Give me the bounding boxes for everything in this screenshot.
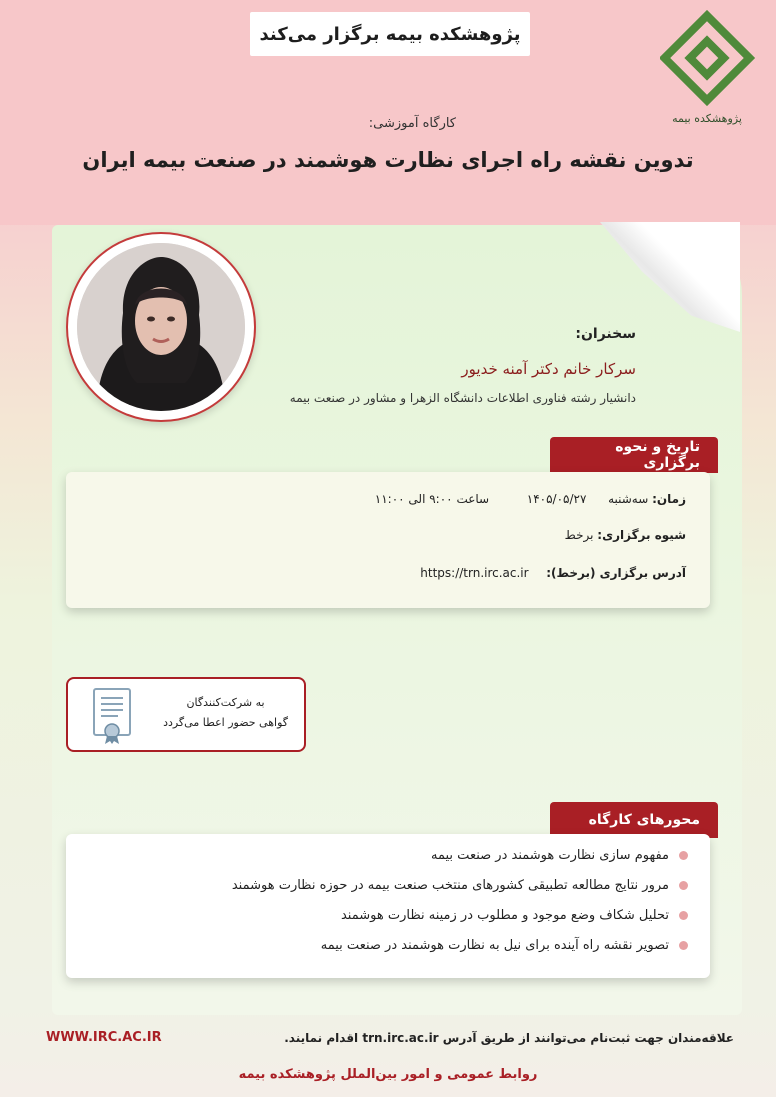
website-link[interactable]: WWW.IRC.AC.IR	[46, 1030, 162, 1045]
list-item	[341, 908, 688, 923]
certificate-line-1: به شرکت‌کنندگان	[186, 696, 265, 709]
certificate-box	[66, 677, 306, 752]
schedule-tab	[550, 437, 718, 473]
speaker-label: سخنران:	[575, 326, 636, 342]
certificate-text	[163, 693, 288, 733]
logo-icon	[660, 10, 755, 130]
bullet-icon	[679, 941, 688, 950]
address-link[interactable]: https://trn.irc.ac.ir	[420, 566, 529, 580]
time-row	[375, 492, 686, 506]
bullet-icon	[679, 911, 688, 920]
topics-card	[66, 834, 710, 978]
topic-text: مفهوم سازی نظارت هوشمند در صنعت بیمه	[431, 848, 669, 863]
mode-row	[565, 528, 686, 542]
list-item	[232, 878, 688, 893]
mode-value: برخط	[564, 528, 594, 542]
topics-tab	[550, 802, 718, 838]
speaker-photo	[77, 243, 245, 411]
certificate-icon	[90, 687, 134, 745]
bullet-icon	[679, 851, 688, 860]
registration-note: علاقه‌مندان جهت ثبت‌نام می‌توانند از طریق آدرس trn.irc.ac.ir اقدام نمایند.	[284, 1031, 734, 1045]
topics-tab-label: محورهای کارگاه	[588, 812, 700, 828]
speaker-name: سرکار خانم دکتر آمنه خدیور	[461, 360, 636, 378]
topic-text: تصویر نقشه راه آینده برای نیل به نظارت هوشمند در صنعت بیمه	[320, 938, 669, 953]
institute-logo	[660, 10, 755, 130]
address-label: آدرس برگزاری (برخط):	[546, 566, 686, 580]
bullet-icon	[679, 881, 688, 890]
event-title: تدوین نقشه راه اجرای نظارت هوشمند در صنعت بیمه ایران	[82, 148, 694, 172]
address-row	[420, 566, 686, 580]
speaker-photo-frame	[66, 232, 256, 422]
hours-value: ساعت ۹:۰۰ الی ۱۱:۰۰	[374, 492, 490, 506]
footer-signature: روابط عمومی و امور بین‌الملل پژوهشکده بیمه	[238, 1067, 538, 1082]
date-value: ۱۴۰۵/۰۵/۲۷	[526, 492, 587, 506]
day-value: سه‌شنبه	[608, 492, 649, 506]
list-item	[321, 938, 688, 953]
time-label: زمان:	[652, 492, 686, 506]
mode-label: شیوه برگزاری:	[597, 528, 686, 542]
topic-text: مرور نتایج مطالعه تطبیقی کشورهای منتخب صنعت بیمه در حوزه نظارت هوشمند	[231, 878, 669, 893]
speaker-role: دانشیار رشته فناوری اطلاعات دانشگاه الزهرا و مشاور در صنعت بیمه	[289, 391, 636, 405]
speaker-portrait-icon	[77, 243, 245, 411]
list-item	[431, 848, 688, 863]
schedule-tab-label: تاریخ و نحوه برگزاری	[615, 439, 700, 471]
organizer-banner-text: پژوهشکده بیمه برگزار می‌کند	[259, 23, 521, 45]
certificate-line-2: گواهی حضور اعطا می‌گردد	[163, 716, 288, 729]
schedule-card	[66, 472, 710, 608]
organizer-banner	[250, 12, 530, 56]
event-type-label: کارگاه آموزشی:	[368, 116, 456, 131]
topic-text: تحلیل شکاف وضع موجود و مطلوب در زمینه نظارت هوشمند	[340, 908, 669, 923]
logo-text: پژوهشکده بیمه	[672, 112, 742, 125]
